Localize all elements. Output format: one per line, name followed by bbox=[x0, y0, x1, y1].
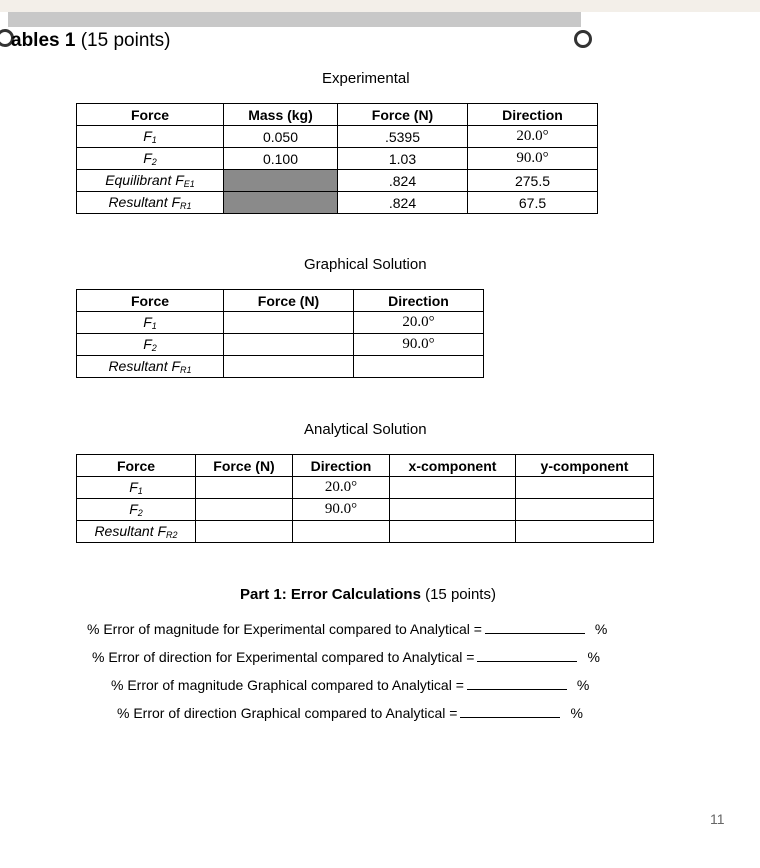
force-label: $F_2$ bbox=[77, 499, 196, 521]
column-header: Direction bbox=[293, 455, 390, 477]
direction-cell[interactable] bbox=[293, 521, 390, 543]
force-label: $F_2$ bbox=[77, 334, 224, 356]
table-row bbox=[77, 312, 484, 334]
header-band bbox=[8, 12, 581, 27]
direction-cell[interactable]: 20.0° bbox=[468, 126, 598, 148]
table-row bbox=[77, 192, 598, 214]
table-row bbox=[77, 170, 598, 192]
table-row bbox=[77, 334, 484, 356]
force-label: $F_1$ bbox=[77, 477, 196, 499]
answer-blank[interactable] bbox=[460, 704, 560, 718]
column-header: Force (N) bbox=[338, 104, 468, 126]
column-header: Force bbox=[77, 104, 224, 126]
mass-cell[interactable]: 0.050 bbox=[224, 126, 338, 148]
table-row bbox=[77, 521, 654, 543]
analytical-table bbox=[76, 454, 654, 543]
column-header: Force bbox=[77, 290, 224, 312]
page-number: 11 bbox=[710, 811, 725, 827]
force-cell[interactable]: .824 bbox=[338, 192, 468, 214]
column-header: Force (N) bbox=[196, 455, 293, 477]
graphical-table bbox=[76, 289, 484, 378]
column-header: Mass (kg) bbox=[224, 104, 338, 126]
error-line: % Error of direction Graphical compared to Analytical = % bbox=[117, 705, 583, 721]
table-row bbox=[77, 499, 654, 521]
force-cell[interactable] bbox=[224, 334, 354, 356]
top-strip bbox=[0, 0, 760, 12]
force-label: Resultant $F_{R2}$ bbox=[77, 521, 196, 543]
mass-cell-shaded bbox=[224, 170, 338, 192]
force-cell[interactable] bbox=[196, 499, 293, 521]
section-heading: ables 1 (15 points) bbox=[11, 30, 171, 51]
force-cell[interactable] bbox=[196, 477, 293, 499]
y-component-cell[interactable] bbox=[516, 477, 654, 499]
direction-cell[interactable]: 20.0° bbox=[293, 477, 390, 499]
force-label: Equilibrant $F_{E1}$ bbox=[77, 170, 224, 192]
force-label: $F_1$ bbox=[77, 126, 224, 148]
experimental-caption: Experimental bbox=[322, 70, 410, 87]
force-label: $F_1$ bbox=[77, 312, 224, 334]
column-header: Direction bbox=[468, 104, 598, 126]
table-row bbox=[77, 477, 654, 499]
part1-title: Part 1: Error Calculations (15 points) bbox=[240, 586, 496, 603]
direction-cell[interactable]: 90.0° bbox=[293, 499, 390, 521]
graphical-caption: Graphical Solution bbox=[304, 256, 427, 273]
error-line: % Error of magnitude for Experimental compared to Analytical = % bbox=[87, 621, 608, 637]
table-header-row bbox=[77, 455, 654, 477]
mass-cell[interactable]: 0.100 bbox=[224, 148, 338, 170]
answer-blank[interactable] bbox=[477, 648, 577, 662]
x-component-cell[interactable] bbox=[390, 499, 516, 521]
answer-blank[interactable] bbox=[467, 676, 567, 690]
direction-cell[interactable]: 67.5 bbox=[468, 192, 598, 214]
table-row bbox=[77, 148, 598, 170]
direction-cell[interactable]: 20.0° bbox=[354, 312, 484, 334]
x-component-cell[interactable] bbox=[390, 477, 516, 499]
column-header: Force bbox=[77, 455, 196, 477]
column-header: x-component bbox=[390, 455, 516, 477]
column-header: Direction bbox=[354, 290, 484, 312]
direction-cell[interactable]: 275.5 bbox=[468, 170, 598, 192]
error-line: % Error of direction for Experimental compared to Analytical = % bbox=[92, 649, 600, 665]
table-row bbox=[77, 356, 484, 378]
column-header: Force (N) bbox=[224, 290, 354, 312]
force-cell[interactable] bbox=[224, 312, 354, 334]
answer-blank[interactable] bbox=[485, 620, 585, 634]
experimental-table bbox=[76, 103, 598, 214]
analytical-caption: Analytical Solution bbox=[304, 421, 427, 438]
force-label: $F_2$ bbox=[77, 148, 224, 170]
force-cell[interactable] bbox=[196, 521, 293, 543]
resize-handle-right[interactable] bbox=[574, 30, 592, 48]
table-row bbox=[77, 126, 598, 148]
force-cell[interactable]: 1.03 bbox=[338, 148, 468, 170]
force-label: Resultant $F_{R1}$ bbox=[77, 192, 224, 214]
direction-cell[interactable] bbox=[354, 356, 484, 378]
force-label: Resultant $F_{R1}$ bbox=[77, 356, 224, 378]
y-component-cell[interactable] bbox=[516, 521, 654, 543]
table-header-row bbox=[77, 104, 598, 126]
force-cell[interactable]: .824 bbox=[338, 170, 468, 192]
force-cell[interactable]: .5395 bbox=[338, 126, 468, 148]
x-component-cell[interactable] bbox=[390, 521, 516, 543]
force-cell[interactable] bbox=[224, 356, 354, 378]
y-component-cell[interactable] bbox=[516, 499, 654, 521]
direction-cell[interactable]: 90.0° bbox=[354, 334, 484, 356]
mass-cell-shaded bbox=[224, 192, 338, 214]
table-header-row bbox=[77, 290, 484, 312]
direction-cell[interactable]: 90.0° bbox=[468, 148, 598, 170]
column-header: y-component bbox=[516, 455, 654, 477]
error-line: % Error of magnitude Graphical compared to Analytical = % bbox=[111, 677, 590, 693]
